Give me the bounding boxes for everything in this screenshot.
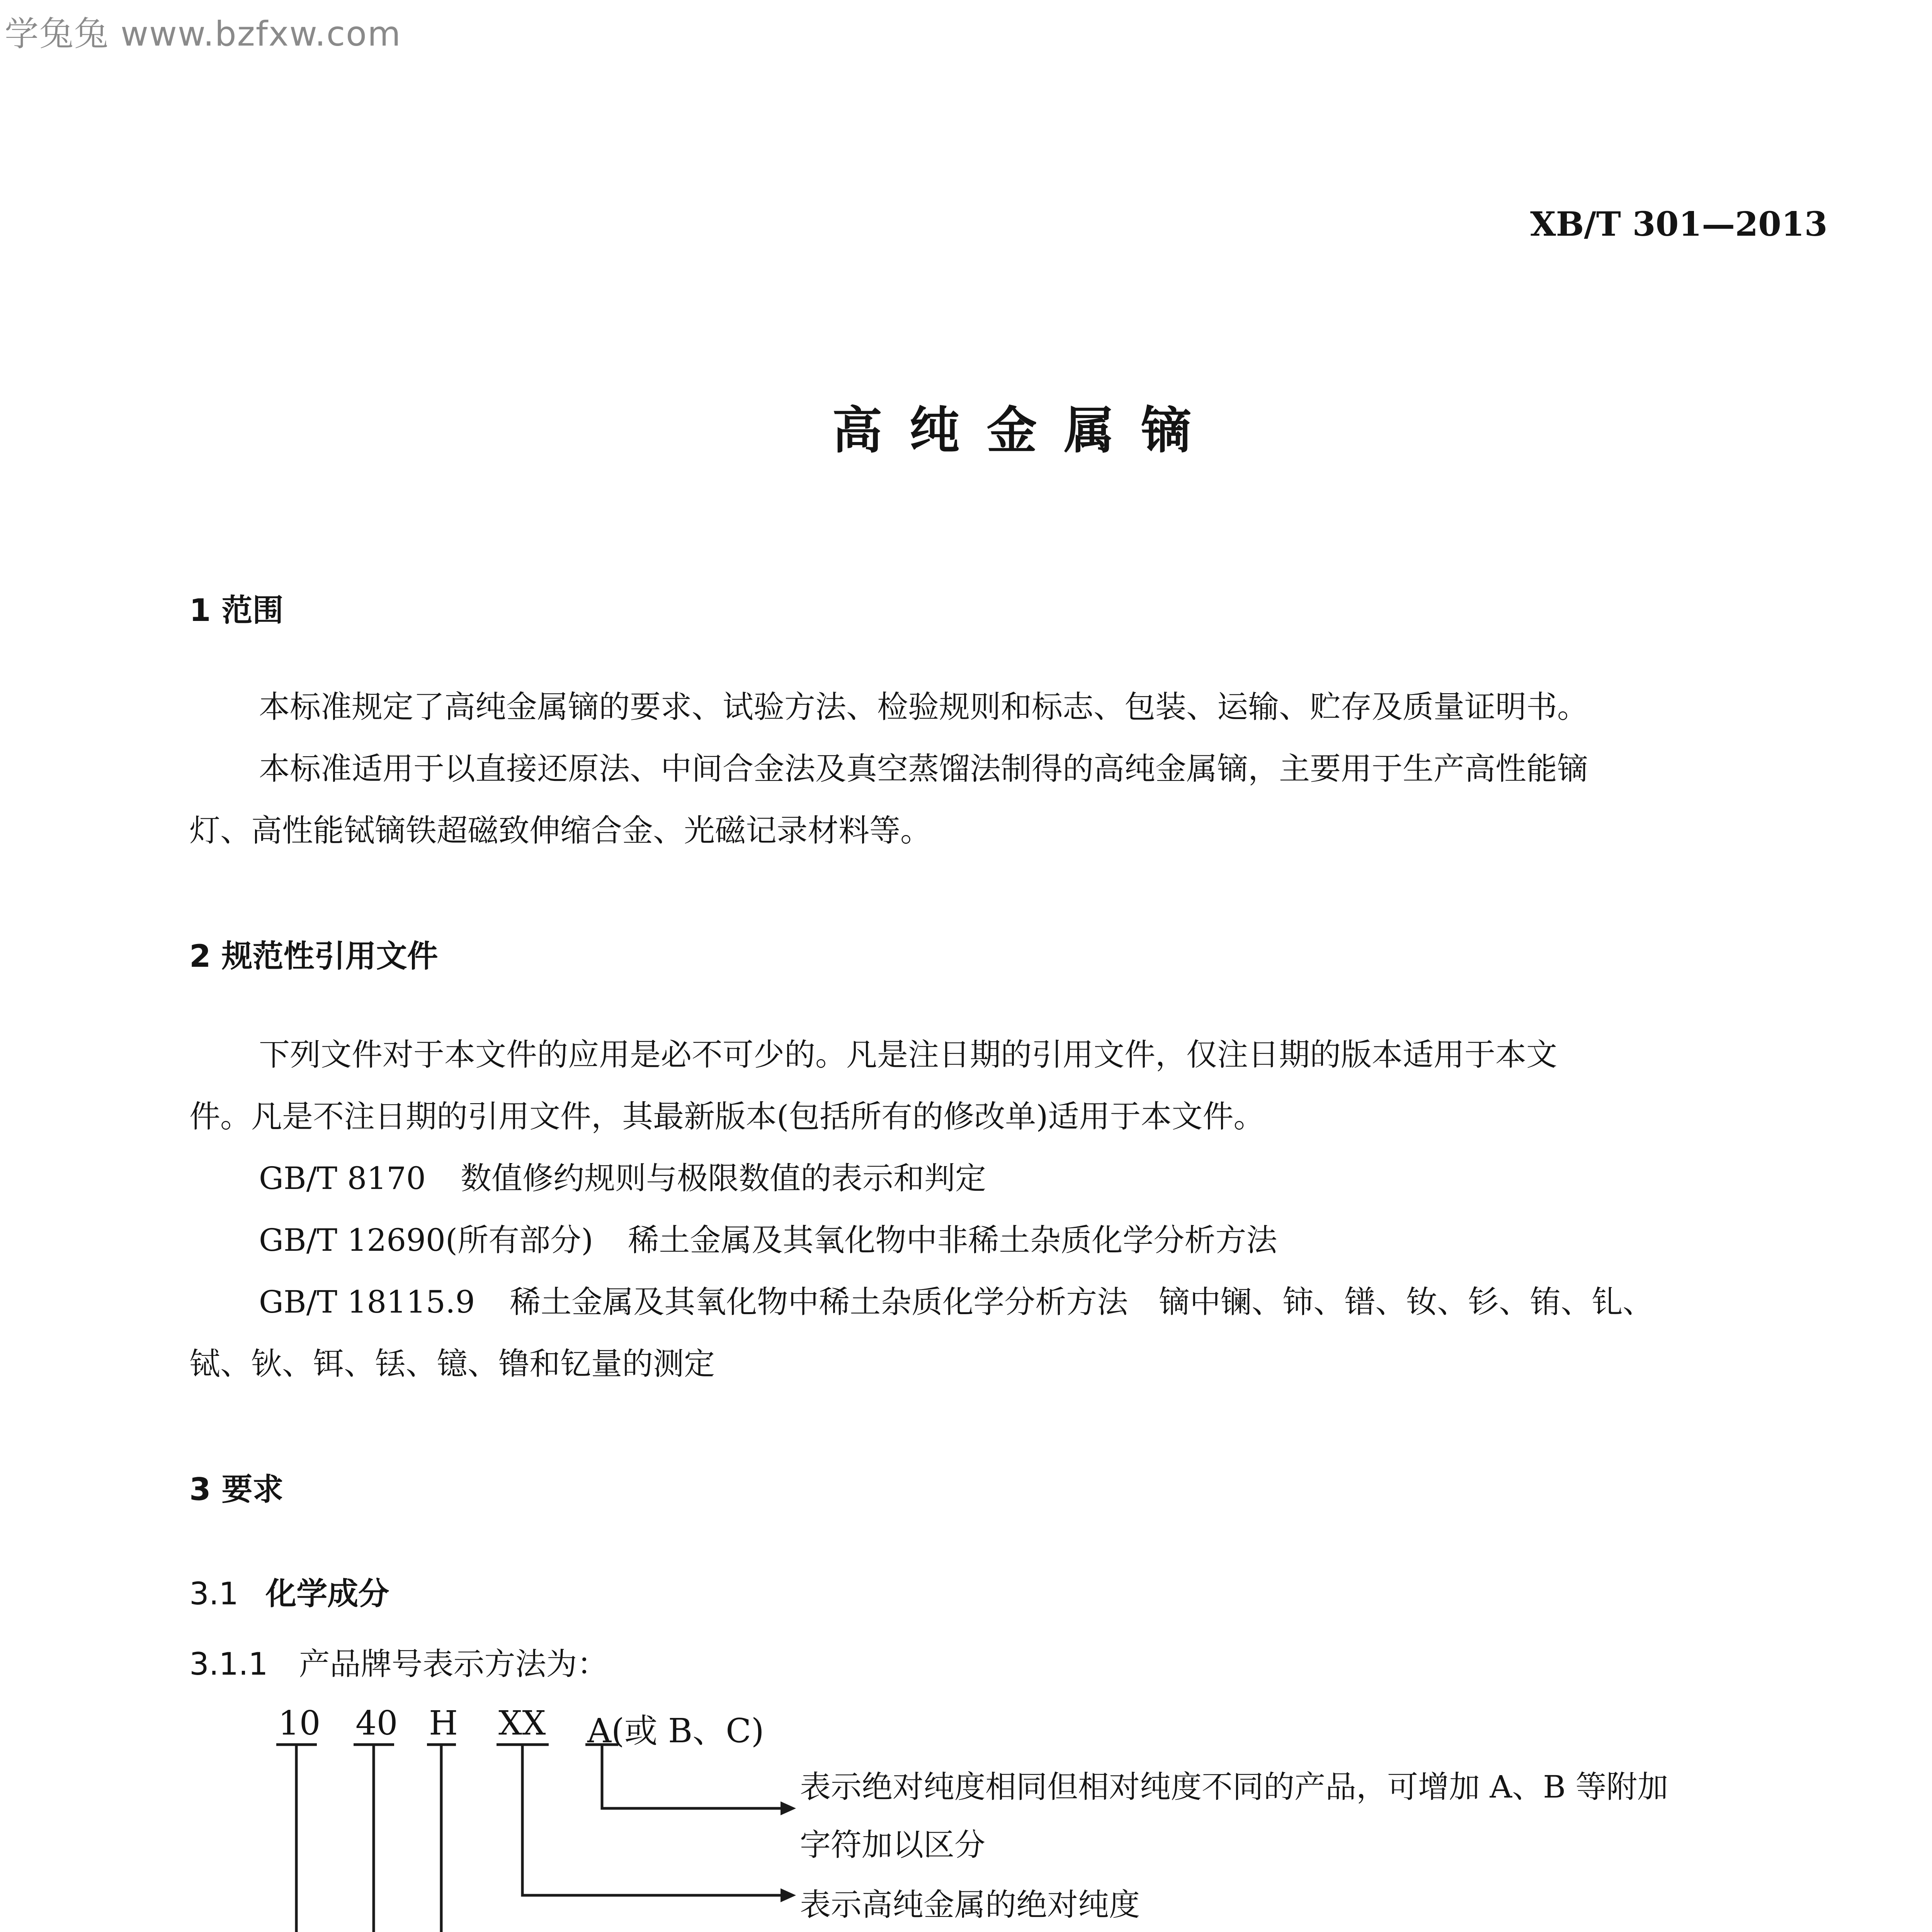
annotation-suffix-line-2: 字符加以区分 [800, 1827, 985, 1863]
annotation-suffix-line-1: 表示绝对纯度相同但相对纯度不同的产品，可增加 A、B 等附加 [800, 1769, 1668, 1805]
reference-title: 稀土金属及其氧化物中非稀土杂质化学分析方法 [628, 1222, 1277, 1258]
leader-level [374, 1745, 784, 1932]
leader-purity [522, 1745, 784, 1895]
code-part-purity: XX [498, 1704, 546, 1743]
document-title: 高纯金属镝 [832, 401, 1219, 460]
section-3-heading: 3 要求 [189, 1471, 284, 1507]
section-1-paragraph-2-line-2: 灯、高性能铽镝铁超磁致伸缩合金、光磁记录材料等。 [189, 813, 931, 849]
arrow-head [781, 1888, 796, 1902]
reference-title: 稀土金属及其氧化物中稀土杂质化学分析方法 镝中镧、铈、镨、钕、钐、铕、钆、 [510, 1284, 1654, 1320]
reference-code: GB/T 12690(所有部分) [259, 1222, 594, 1258]
section-2-paragraph-line-2: 件。凡是不注日期的引用文件，其最新版本(包括所有的修改单)适用于本文件。 [189, 1099, 1265, 1134]
reference-item-continuation: 铽、钬、铒、铥、镱、镥和钇量的测定 [189, 1346, 715, 1382]
subsection-title: 化学成分 [265, 1576, 389, 1612]
code-part-level: 40 [355, 1704, 398, 1743]
section-2-heading: 2 规范性引用文件 [189, 938, 438, 974]
section-1-heading: 1 范围 [189, 592, 284, 628]
subsection-number: 3.1 [189, 1576, 239, 1612]
reference-code: GB/T 8170 [259, 1160, 426, 1196]
clause-number: 3.1.1 [189, 1646, 268, 1682]
reference-title: 数值修约规则与极限数值的表示和判定 [461, 1160, 986, 1196]
reference-code: GB/T 18115.9 [259, 1284, 475, 1320]
leader-series [296, 1745, 784, 1932]
leader-suffix [602, 1745, 784, 1808]
standard-code: XB/T 301—2013 [1530, 205, 1828, 244]
code-part-series: 10 [278, 1704, 321, 1743]
section-1-paragraph-1: 本标准规定了高纯金属镝的要求、试验方法、检验规则和标志、包装、运输、贮存及质量证明书。 [259, 689, 1588, 725]
leader-high-purity [441, 1745, 784, 1932]
annotation-purity: 表示高纯金属的绝对纯度 [800, 1887, 1140, 1923]
clause-text: 产品牌号表示方法为： [299, 1646, 608, 1682]
section-2-paragraph-line-1: 下列文件对于本文件的应用是必不可少的。凡是注日期的引用文件，仅注日期的版本适用于本文 [259, 1037, 1557, 1073]
section-1-paragraph-2-line-1: 本标准适用于以直接还原法、中间合金法及真空蒸馏法制得的高纯金属镝，主要用于生产高性能镝 [259, 751, 1588, 787]
arrow-head [781, 1801, 796, 1815]
code-part-suffix: A(或 B、C) [587, 1712, 764, 1750]
code-part-high-purity: H [429, 1704, 458, 1743]
watermark: 学兔兔 www.bzfxw.com [5, 14, 401, 54]
